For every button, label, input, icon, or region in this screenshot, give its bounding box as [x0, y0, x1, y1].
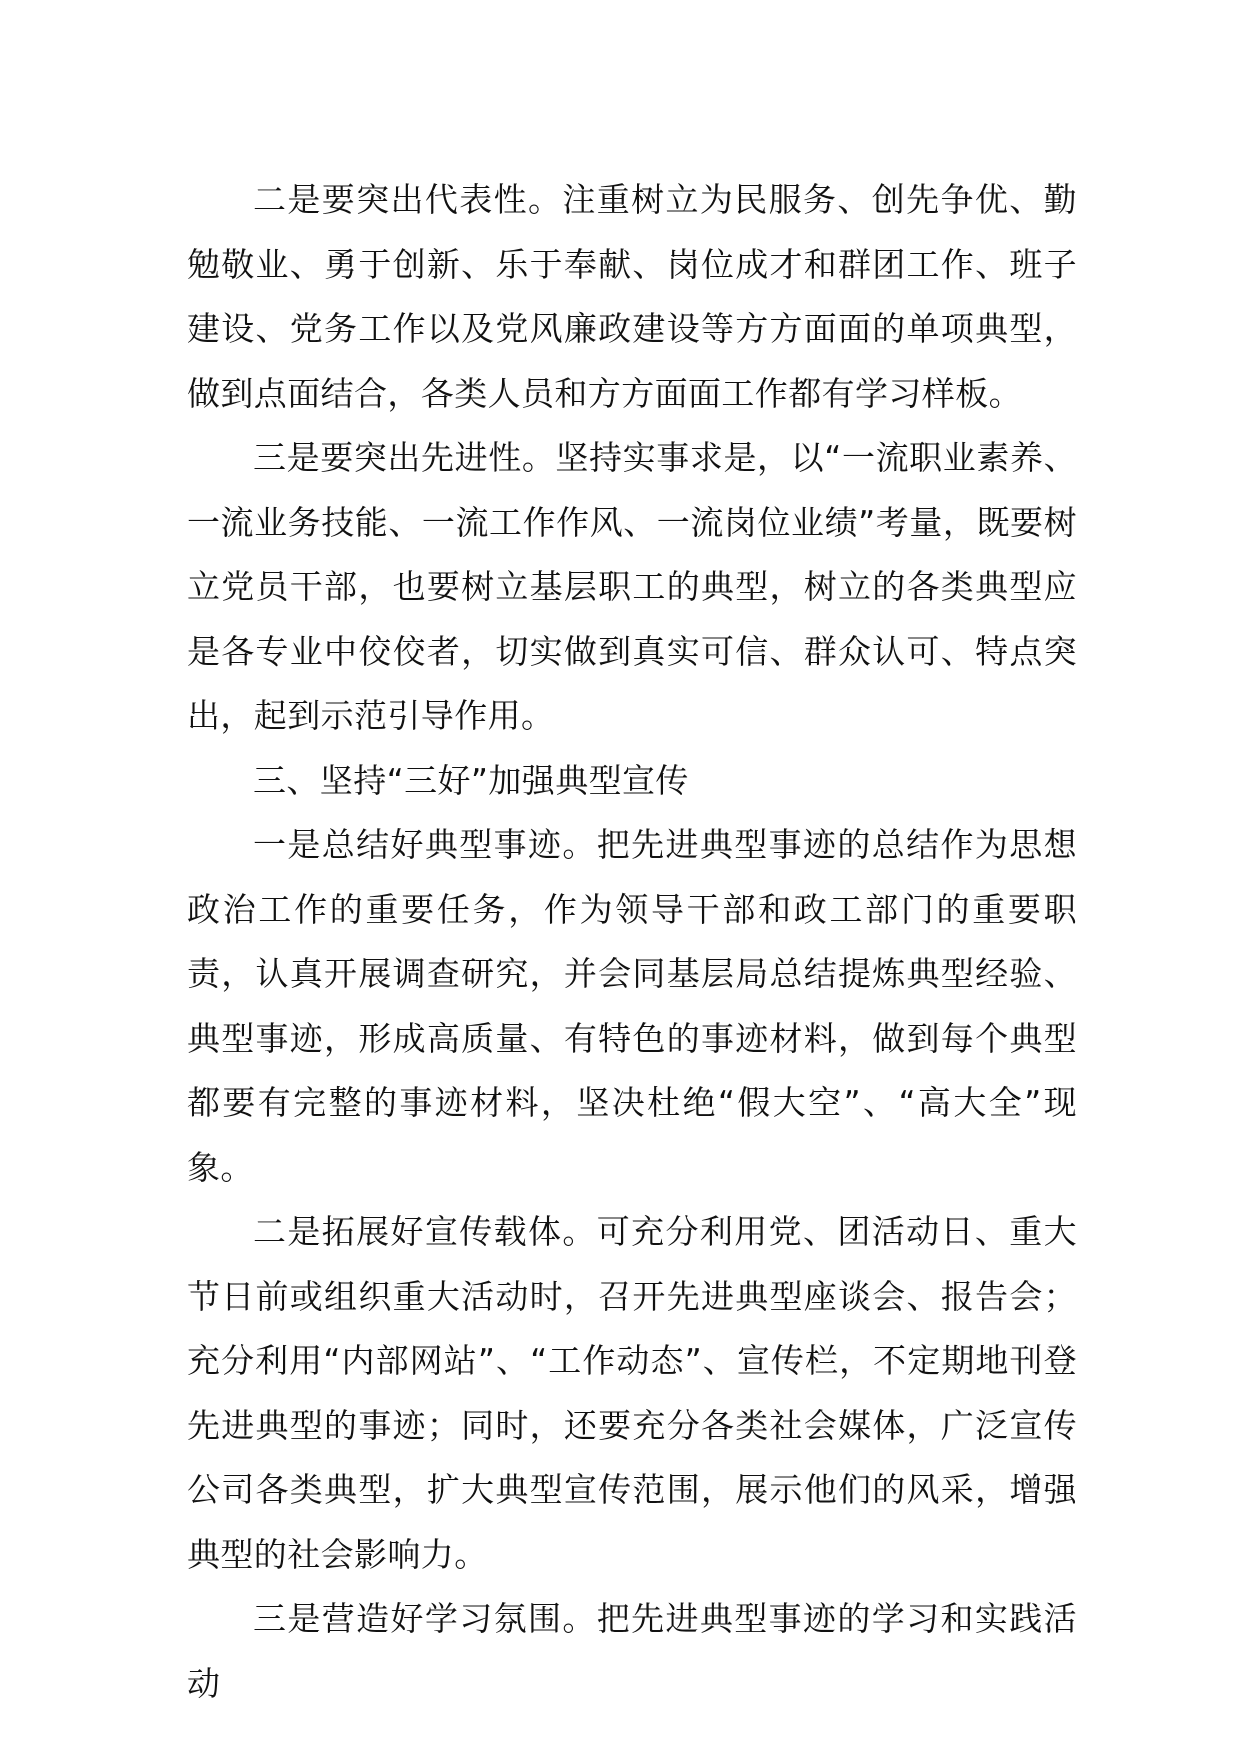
- section-heading-publicity: 三、坚持“三好”加强典型宣传: [253, 760, 689, 800]
- paragraph-summarize-deeds: 一是总结好典型事迹。把先进典型事迹的总结作为思想政治工作的重要任务，作为领导干部和政工部门的重要职责，认真开展调查研究，并会同基层局总结提炼典型经验、典型事迹，形成高质量、有特色的事迹材料，做到每个典型都要有完整的事迹材料，坚决杜绝“假大空”、“高大全”现象。: [187, 825, 1077, 1187]
- paragraph-representativeness: 二是要突出代表性。注重树立为民服务、创先争优、勤勉敬业、勇于创新、乐于奉献、岗位成才和群团工作、班子建设、党务工作以及党风廉政建设等方方面面的单项典型，做到点面结合，各类人员和方方面面工作都有学习样板。: [187, 180, 1077, 413]
- document-page: [187, 168, 1077, 1716]
- paragraph-advancedness: 三是要突出先进性。坚持实事求是，以“一流职业素养、一流业务技能、一流工作作风、一流岗位业绩”考量，既要树立党员干部，也要树立基层职工的典型，树立的各类典型应是各专业中佼佼者，切实做到真实可信、群众认可、特点突出，起到示范引导作用。: [187, 438, 1077, 735]
- paragraph-publicity-carriers: 二是拓展好宣传载体。可充分利用党、团活动日、重大节日前或组织重大活动时，召开先进典型座谈会、报告会；充分利用“内部网站”、“工作动态”、宣传栏，不定期地刊登先进典型的事迹；同时，还要充分各类社会媒体，广泛宣传公司各类典型，扩大典型宣传范围，展示他们的风采，增强典型的社会影响力。: [187, 1212, 1077, 1574]
- paragraph-learning-atmosphere: 三是营造好学习氛围。把先进典型事迹的学习和实践活动: [187, 1599, 1077, 1703]
